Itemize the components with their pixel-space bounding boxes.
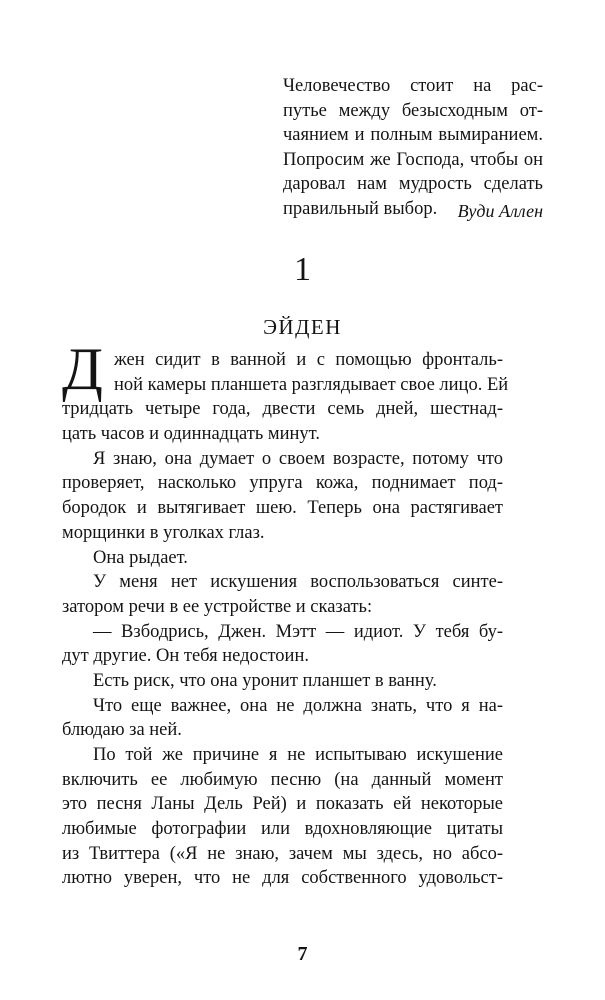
body-line: Она рыдает. [93, 547, 188, 568]
body-line: По той же причине я не испытываю искушение [93, 745, 503, 765]
body-line: Что еще важнее, она не должна знать, что я на- [93, 695, 503, 716]
body-line: — Взбодрись, Джен. Мэтт — идиот. У тебя бу- [93, 621, 503, 642]
body-line: бородок и вытягивает шею. Теперь она растягивает [62, 498, 503, 519]
epigraph-line: путье между безысходным от- [283, 100, 543, 121]
body-line: жен сидит в ванной и с помощью фронталь- [114, 350, 503, 370]
page-number: 7 [297, 943, 308, 965]
body-line: ной камеры планшета разглядывает свое лицо. Ей [114, 374, 509, 395]
epigraph [283, 74, 543, 221]
body-line: цать часов и одиннадцать минут. [62, 424, 320, 445]
body-text [62, 348, 509, 891]
body-line: проверяет, насколько упруга кожа, поднимает под- [62, 473, 503, 494]
body-line: Я знаю, она думает о своем возрасте, потому что [93, 448, 503, 469]
body-line: лютно уверен, что не для собственного удовольст- [62, 868, 503, 889]
body-line: тридцать четыре года, двести семь дней, шестнад- [62, 399, 503, 420]
body-line: любимые фотографии или вдохновляющие цитаты [62, 819, 503, 840]
body-line: из Твиттера («Я не знаю, зачем мы здесь, но абсо- [62, 843, 503, 864]
body-line: это песня Ланы Дель Рей) и показать ей некоторые [62, 794, 503, 815]
chapter-number: 1 [294, 251, 311, 288]
epigraph-author: Вуди Аллен [457, 201, 543, 221]
drop-cap: Д [62, 336, 103, 402]
epigraph-line: Попросим же Господа, чтобы он [283, 149, 543, 170]
epigraph-line: чаянием и полным вымиранием. [283, 125, 543, 145]
body-line: дут другие. Он тебя недостоин. [62, 646, 309, 667]
epigraph-line: даровал нам мудрость сделать [283, 174, 543, 194]
body-line: блюдаю за ней. [62, 720, 182, 741]
chapter-title: ЭЙДЕН [263, 315, 342, 339]
body-line: морщинки в уголках глаз. [62, 522, 265, 543]
body-line: У меня нет искушения воспользоваться синте- [93, 572, 503, 593]
body-line: затором речи в ее устройстве и сказать: [62, 596, 373, 617]
epigraph-line: правильный выбор. [283, 198, 438, 219]
epigraph-line: Человечество стоит на рас- [283, 76, 543, 96]
body-line: включить ее любимую песню (на данный момент [62, 769, 503, 790]
body-line: Есть риск, что она уронит планшет в ванну. [93, 670, 437, 691]
